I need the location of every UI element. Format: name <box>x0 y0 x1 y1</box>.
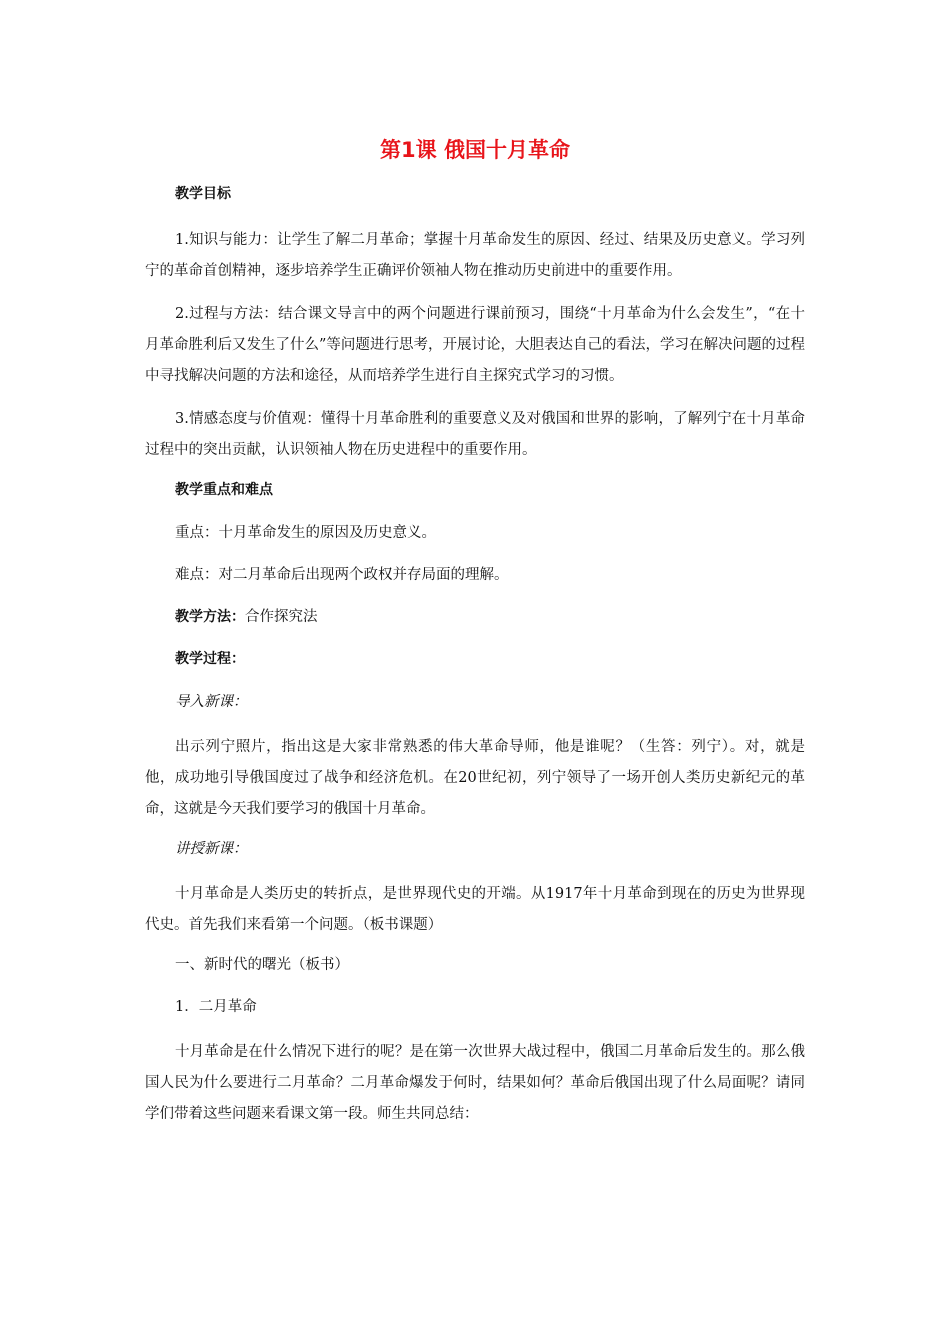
part-1-heading: 一、新时代的曙光（板书） <box>175 957 349 973</box>
intro-paragraph: 出示列宁照片，指出这是大家非常熟悉的伟大革命导师，他是谁呢？（生答：列宁）。对，就是他，成功地引导俄国度过了战争和经济危机。在20世纪初，列宁领导了一场开创人类历史新纪元的革命，这就是今天我们要学习的俄国十月革命。 <box>145 739 805 817</box>
sub-1-paragraph: 十月革命是在什么情况下进行的呢？是在第一次世界大战过程中，俄国二月革命后发生的。那么俄国人民为什么要进行二月革命？二月革命爆发于何时，结果如何？革命后俄国出现了什么局面呢？请同学们带着这些问题来看课文第一段。师生共同总结： <box>145 1044 805 1122</box>
intro-label: 导入新课： <box>175 694 248 710</box>
method-label: 教学方法： <box>175 609 245 625</box>
difficult-point-line: 难点：对二月革命后出现两个政权并存局面的理解。 <box>175 567 509 583</box>
document-page <box>145 132 805 1142</box>
key-point-line: 重点：十月革命发生的原因及历史意义。 <box>175 525 436 541</box>
goals-heading: 教学目标 <box>175 186 231 202</box>
sub-1-heading: 1．二月革命 <box>175 999 257 1015</box>
goal-1-paragraph: 1.知识与能力：让学生了解二月革命；掌握十月革命发生的原因、经过、结果及历史意义。学习列宁的革命首创精神，逐步培养学生正确评价领袖人物在推动历史前进中的重要作用。 <box>145 232 805 279</box>
method-value: 合作探究法 <box>245 609 318 625</box>
document-title: 第1课 俄国十月革命 <box>380 138 570 162</box>
lecture-label: 讲授新课： <box>175 841 248 857</box>
goal-2-paragraph: 2.过程与方法：结合课文导言中的两个问题进行课前预习，围绕“十月革命为什么会发生”，“在十月革命胜利后又发生了什么”等问题进行思考，开展讨论，大胆表达自己的看法，学习在解决问题的过程中寻找解决问题的方法和途径，从而培养学生进行自主探究式学习的习惯。 <box>145 306 805 384</box>
lecture-paragraph: 十月革命是人类历史的转折点，是世界现代史的开端。从1917年十月革命到现在的历史为世界现代史。首先我们来看第一个问题。（板书课题） <box>145 886 805 933</box>
method-line <box>145 605 805 629</box>
process-heading: 教学过程： <box>175 651 245 667</box>
key-points-heading: 教学重点和难点 <box>175 482 273 498</box>
goal-3-paragraph: 3.情感态度与价值观：懂得十月革命胜利的重要意义及对俄国和世界的影响，了解列宁在十月革命过程中的突出贡献，认识领袖人物在历史进程中的重要作用。 <box>145 411 805 458</box>
